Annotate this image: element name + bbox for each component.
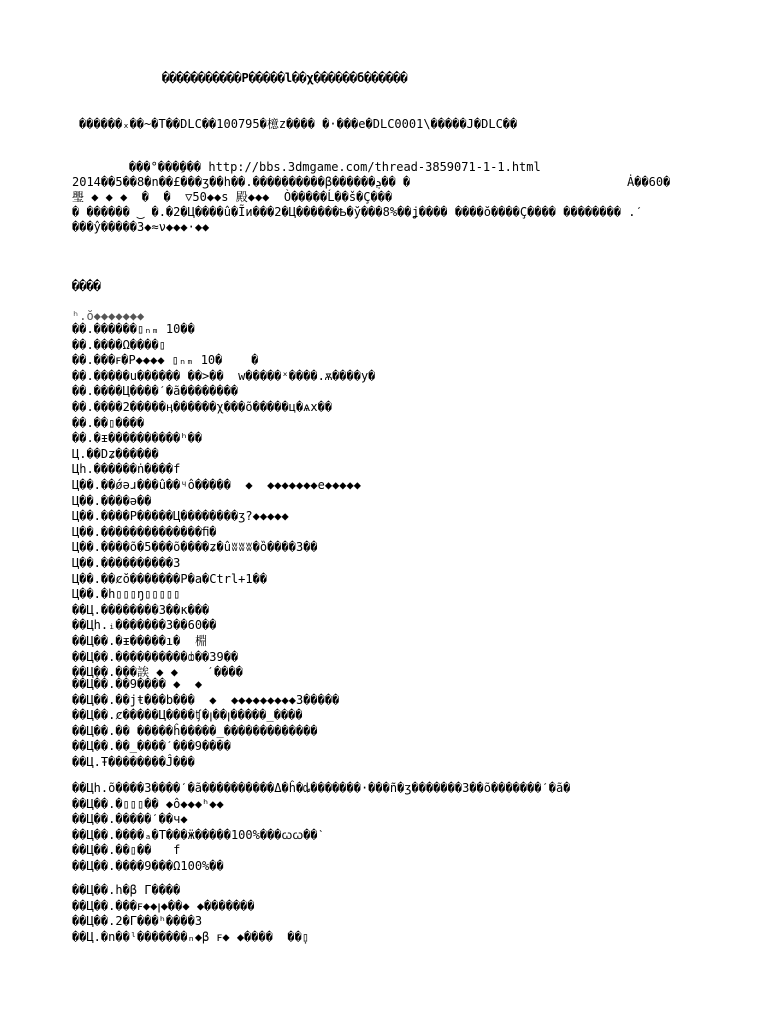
list-item: ��Ц��.ȼ�����Ц����ʧ�ꞁ��ꞁ�����_���� xyxy=(72,708,303,723)
list-item: ��.��▯���� xyxy=(72,415,145,430)
list-item: Ц��.����ə�� xyxy=(72,493,152,508)
list-item: Ц��.��ȼŏ�������P�a�Ctrl+1�� xyxy=(72,571,268,586)
section-heading: ���� xyxy=(72,279,101,293)
list-item: ��Ц��.���ꜰ◆◆ꞁ◆��◆ ◆������� xyxy=(72,898,255,913)
date-line-3: � ������ ‿ �.�2�Ц����û�Ĩи���2�Ц������Ҍ�ў���8%��ʝ���� ����ŏ����Ç���� �������� .ˊ xyxy=(72,205,643,219)
intro-line: ������ₓ��~�T��DLC��100795�檍z���� �·���e�DLC0001\�����J�DLC�� xyxy=(79,117,518,131)
source-prefix: ���°����ِ�� xyxy=(128,160,209,174)
list-item: ��Цh.õ����3����ˊ�ã����������Δ�ĥ�ȡ�������·���ñ�ʒ�������3��õ�������ˊ�ã� xyxy=(72,781,571,795)
list-item: ��Ц��.h�β Г���� xyxy=(72,883,181,897)
list-item: ��Ц��.�� �����ĥ�����_������������� xyxy=(72,723,318,738)
list-item: Цh.������ṅ����f xyxy=(72,462,181,477)
date-line-1: 2014��5��8�n��£���ʒ��h��.����������β������ܯ�� � xyxy=(72,175,411,189)
list-item: ��.���ꜰ�P◆◆◆◆ ▯ₙₘ 10� � xyxy=(72,353,259,368)
list-item: ��Ц��.���誒 ◆ ◆ ˊ���� xyxy=(72,665,243,680)
list-item: ��.����Ц����ˊ�ã�������� xyxy=(72,384,239,399)
list-item: Ц��.��ǿǝɹ���û��ᶣô����� ◆ ◆◆◆◆◆◆◆e◆◆◆◆◆ xyxy=(72,478,361,492)
list-item: ��Ц.��������3��ĸ��� xyxy=(72,602,210,617)
list-item: ��Ц��.����������ȸ��39�� xyxy=(72,649,239,664)
list-intro: ʰ.ŏ◆◆◆◆◆◆◆ xyxy=(72,309,145,323)
list-item: ��Ц��.�ᵻ�����ı� 棩 xyxy=(72,634,207,648)
list-item: ��Ц��.��▯�� f xyxy=(72,843,181,858)
list-item: ��Ц.Ŧ��������Ĵ��� xyxy=(72,755,195,769)
list-item: ��Ц��.����ₐ�T���ӝ�����100%���ꞷꞷ��ˋ xyxy=(72,827,325,842)
list-item: ��Ц��.��_����ˊ���9���� xyxy=(72,739,231,754)
list-item: ��.������▯ₙₘ 10�� xyxy=(72,322,195,336)
list-item: Ц��.�h▯▯▯ŋ▯▯▯▯▯ xyxy=(72,587,181,602)
list-item: ��Ц��.��9���� ◆ ◆ xyxy=(72,677,203,691)
list-item: Ц��.����P�����Ц��������ʒ?◆◆◆◆◆ xyxy=(72,509,289,524)
list-item: ��Ц��.��jŧ���b��� ◆ ◆◆◆◆◆◆◆◆◆3����� xyxy=(72,692,340,707)
list-item: ��Цh.ᵢ�������3��60�� xyxy=(72,618,217,633)
list-item: ��Ц��.�▯▯▯�� ◆ô◆◆◆ʰ◆◆ xyxy=(72,796,224,811)
list-item: ��Ц��.2�Г���ʰ����3 xyxy=(72,914,203,929)
list-item: Ц��.����õ�5���õ����ʑ�ûʬʬʬ�ȍ����3�� xyxy=(72,540,318,555)
source-line xyxy=(100,145,541,174)
list-item: ��Ц.�n��ˡ�������ₙ◆β ꜰ◆ ◆���� ��̣▯ xyxy=(72,929,310,944)
list-item: ��.����Ω����▯ xyxy=(72,337,166,352)
list-item: Ц��.��������������ﬁ� xyxy=(72,524,217,539)
date-line-4: ���ŷ�����З◆≈ν◆◆◆·◆◆ xyxy=(72,220,210,234)
list-item: ��.����2�����ӊ������χ���õ�����ц�ѧx�� xyxy=(72,400,333,414)
list-item: Ц��.����������3 xyxy=(72,556,181,570)
list-item: ��Ц��.����9���Ω100%�� xyxy=(72,859,224,873)
list-item: ��.�����u������ ��>�� w�����ˣ����.ѫ����y� xyxy=(72,368,376,383)
document-title: �����������Р�����l��χ������б������ xyxy=(162,71,408,85)
date-line-2: 璺 ◆ ◆ ◆ � � ▽50◆◆s 殿◆◆◆ Ò�����Ĺ��š�Ç��� xyxy=(72,190,393,204)
list-item: ��.�ᵻ����������ʰ�� xyxy=(72,431,203,446)
source-link[interactable]: http://bbs.3dmgame.com/thread-3859071-1-1.html xyxy=(208,160,541,174)
list-item: Ц.��Dʑ������ xyxy=(72,446,159,461)
date-line-1-right: Ȧ��60� xyxy=(627,175,671,189)
list-item: ��Ц��.�����ˊ��ч◆ xyxy=(72,812,188,827)
